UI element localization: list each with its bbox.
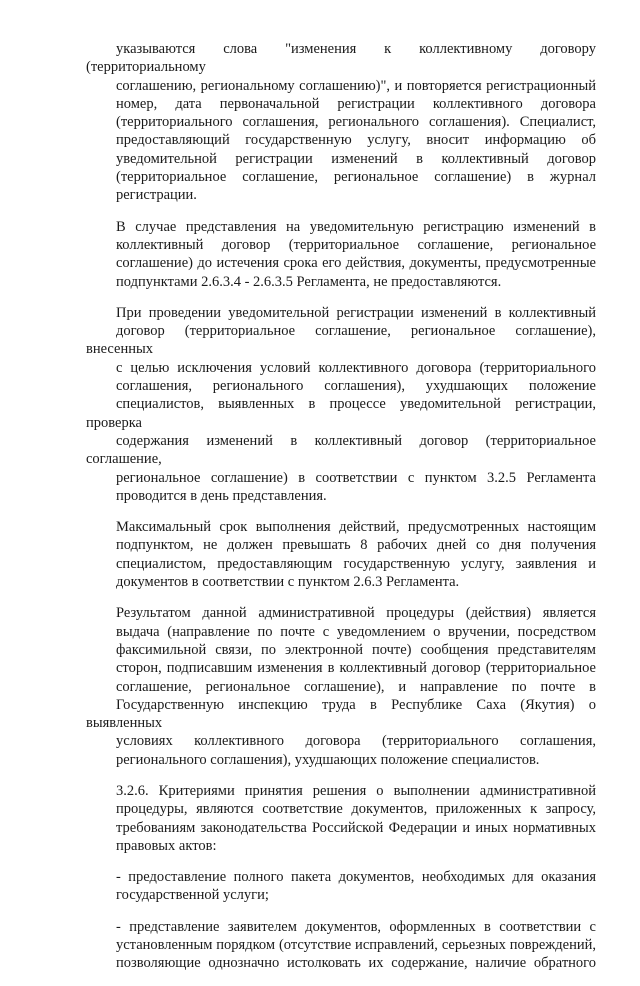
text-line: документов в соответствии с пунктом 2.6.3 Регламента.	[116, 574, 460, 591]
paragraph	[86, 304, 596, 505]
text-line: соглашению, региональному соглашению)", и повторяется регистрационный	[116, 77, 596, 94]
text-line: подпунктами 2.6.3.4 - 2.6.3.5 Регламента, не предоставляются.	[116, 273, 502, 290]
text-line: государственной услуги;	[116, 887, 269, 904]
text-line: (территориального соглашения, регионального соглашения). Специалист,	[116, 114, 596, 131]
text-line: проводится в день представления.	[116, 487, 327, 504]
text-line: процедуры, являются соответствие документов, приложенных к запросу,	[116, 801, 596, 818]
paragraph	[86, 40, 596, 205]
paragraph	[86, 604, 596, 769]
paragraph	[86, 868, 596, 905]
text-line: региональное соглашение) в соответствии с пунктом 3.2.5 Регламента	[116, 469, 596, 486]
text-line: соглашения, регионального соглашения), ухудшающих положение	[116, 378, 596, 395]
text-line: факсимильной связи, по электронной почте) сообщения представителям	[116, 641, 596, 658]
text-line: специалистов, выявленных в процессе уведомительной регистрации, проверка	[86, 396, 596, 431]
paragraph	[86, 218, 596, 291]
text-line: коллективный договор (территориальное соглашение, региональное	[116, 236, 596, 253]
paragraph	[86, 918, 596, 973]
text-line: соглашение, региональное соглашение), и направление по почте в	[116, 678, 596, 695]
text-line: Результатом данной административной процедуры (действия) является	[116, 605, 596, 622]
document-body	[86, 40, 596, 986]
text-line: с целью исключения условий коллективного договора (территориального	[116, 359, 596, 376]
text-line: указываются слова "изменения к коллективному договору (территориальному	[86, 41, 596, 76]
text-line: В случае представления на уведомительную регистрацию изменений в	[116, 218, 596, 235]
text-line: подпунктом, не должен превышать 8 рабочих дней со дня получения	[116, 537, 596, 554]
text-line: При проведении уведомительной регистрации изменений в коллективный	[116, 304, 596, 321]
paragraph	[86, 518, 596, 591]
text-line: договор (территориальное соглашение, региональное соглашение), внесенных	[86, 323, 596, 358]
text-line: Государственную инспекцию труда в Республике Саха (Якутия) о выявленных	[86, 696, 596, 732]
text-line: специалистом, предоставляющим государственную услугу, заявления и	[116, 555, 596, 572]
text-line: содержания изменений в коллективный договор (территориальное соглашение,	[86, 432, 596, 468]
text-line: выдача (направление по почте с уведомлением о вручении, посредством	[116, 623, 596, 640]
text-line: 3.2.6. Критериями принятия решения о выполнении административной	[116, 782, 596, 799]
text-line: (территориальное соглашение, региональное соглашение) в журнал	[116, 169, 596, 186]
text-line: - предоставление полного пакета документов, необходимых для оказания	[116, 869, 596, 886]
text-line: регистрации.	[116, 187, 197, 204]
text-line: сторон, подписавшим изменения в коллективный договор (территориальное	[116, 660, 596, 677]
text-line: условиях коллективного договора (территориального соглашения,	[116, 733, 596, 750]
text-line: уведомительной регистрации изменений в коллективный договор	[116, 150, 596, 167]
text-line: правовых актов:	[116, 837, 217, 854]
text-line: соглашение) до истечения срока его действия, документы, предусмотренные	[116, 255, 596, 272]
text-line: позволяющие однозначно истолковать их содержание, наличие обратного	[116, 955, 596, 972]
text-line: регионального соглашения), ухудшающих положение специалистов.	[116, 751, 540, 768]
text-line: Максимальный срок выполнения действий, предусмотренных настоящим	[116, 519, 596, 536]
text-line: установленным порядком (отсутствие исправлений, серьезных повреждений,	[116, 937, 596, 954]
text-line: требованиям законодательства Российской Федерации и иных нормативных	[116, 819, 596, 836]
text-line: - представление заявителем документов, оформленных в соответствии с	[116, 918, 596, 935]
paragraph	[86, 782, 596, 855]
text-line: номер, дата первоначальной регистрации коллективного договора	[116, 95, 596, 112]
text-line: предоставляющий государственную услугу, вносит информацию об	[116, 132, 596, 149]
